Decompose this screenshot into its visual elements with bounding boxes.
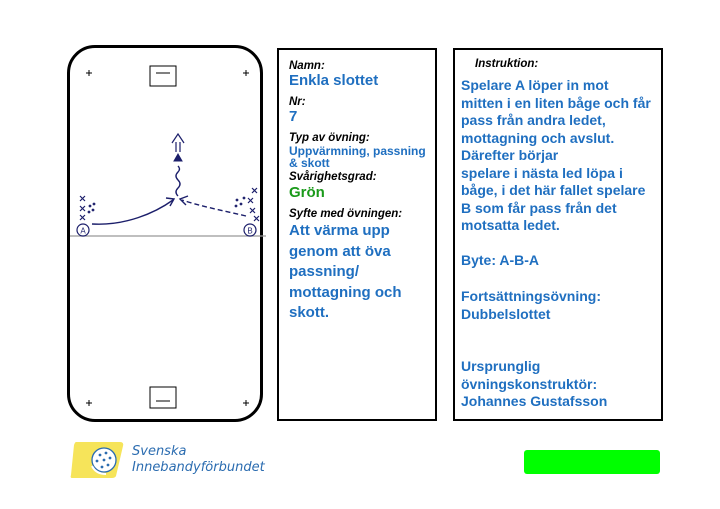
purpose-label: Syfte med övningen: bbox=[289, 208, 403, 220]
faceoff-marks bbox=[86, 70, 249, 406]
rink-diagram bbox=[67, 45, 263, 422]
continuation-label: Fortsättningsövning: bbox=[461, 288, 601, 304]
author-label: övningskonstruktör: bbox=[461, 375, 598, 392]
instruction-card bbox=[453, 48, 663, 421]
bottom-goal bbox=[150, 387, 176, 408]
drill-name: Enkla slottet bbox=[289, 72, 379, 89]
purpose-text bbox=[289, 221, 402, 324]
instruction-line: Spelare A löper in mot bbox=[461, 77, 609, 93]
instruction-line: mitten i en liten båge och får bbox=[461, 94, 651, 111]
swap-text: Byte: A-B-A bbox=[461, 252, 540, 268]
drill-number: 7 bbox=[289, 108, 298, 125]
instruction-label: Instruktion: bbox=[475, 58, 539, 70]
drill-info-card bbox=[277, 48, 437, 421]
floorball-logo-icon bbox=[70, 440, 130, 480]
drill-diagram bbox=[70, 48, 266, 425]
difficulty-label: Svårighetsgrad: bbox=[289, 171, 377, 183]
instruction-line: mottagning och avslut. bbox=[461, 129, 615, 146]
purpose-line: mottagning och bbox=[289, 283, 402, 301]
continuation bbox=[461, 288, 661, 323]
drill-type-line: & skott bbox=[289, 156, 330, 170]
difficulty-color-bar bbox=[524, 450, 660, 474]
logo-text-line2: Innebandyförbundet bbox=[132, 460, 265, 475]
instruction-line: båge, i det här fallet spelare bbox=[461, 182, 646, 198]
difficulty-value: Grön bbox=[289, 184, 325, 201]
drill-type bbox=[289, 145, 426, 169]
instruction-line: pass från andra ledet, bbox=[461, 112, 606, 128]
dribble-path bbox=[176, 166, 180, 196]
instruction-line: Därefter börjar bbox=[461, 147, 559, 163]
type-label: Typ av övning: bbox=[289, 132, 370, 144]
nr-label: Nr: bbox=[289, 96, 306, 108]
instruction-text bbox=[461, 77, 661, 235]
purpose-line: passning/ bbox=[289, 263, 360, 280]
author-label: Ursprunglig bbox=[461, 358, 541, 374]
author bbox=[461, 358, 661, 411]
instruction-line: motsatta ledet. bbox=[461, 217, 560, 233]
author-name: Johannes Gustafsson bbox=[461, 393, 608, 409]
name-label: Namn: bbox=[289, 60, 325, 72]
federation-logo bbox=[70, 440, 270, 480]
pass-path bbox=[182, 200, 246, 216]
player-b-marker: B bbox=[247, 226, 253, 236]
purpose-line: skott. bbox=[289, 304, 330, 321]
run-path bbox=[92, 200, 173, 224]
purpose-line: genom att öva bbox=[289, 242, 391, 260]
purpose-line: Att värma upp bbox=[289, 222, 390, 239]
top-goal bbox=[150, 66, 176, 86]
instruction-line: spelare i nästa led löpa i bbox=[461, 164, 623, 181]
drill-type-line: Uppvärmning, passning bbox=[289, 144, 426, 158]
continuation-value: Dubbelslottet bbox=[461, 305, 551, 322]
player-a-marker: A bbox=[80, 226, 86, 236]
logo-text-line1: Svenska bbox=[132, 444, 187, 459]
shot-path bbox=[176, 142, 180, 152]
instruction-line: B som får pass från det bbox=[461, 199, 617, 216]
